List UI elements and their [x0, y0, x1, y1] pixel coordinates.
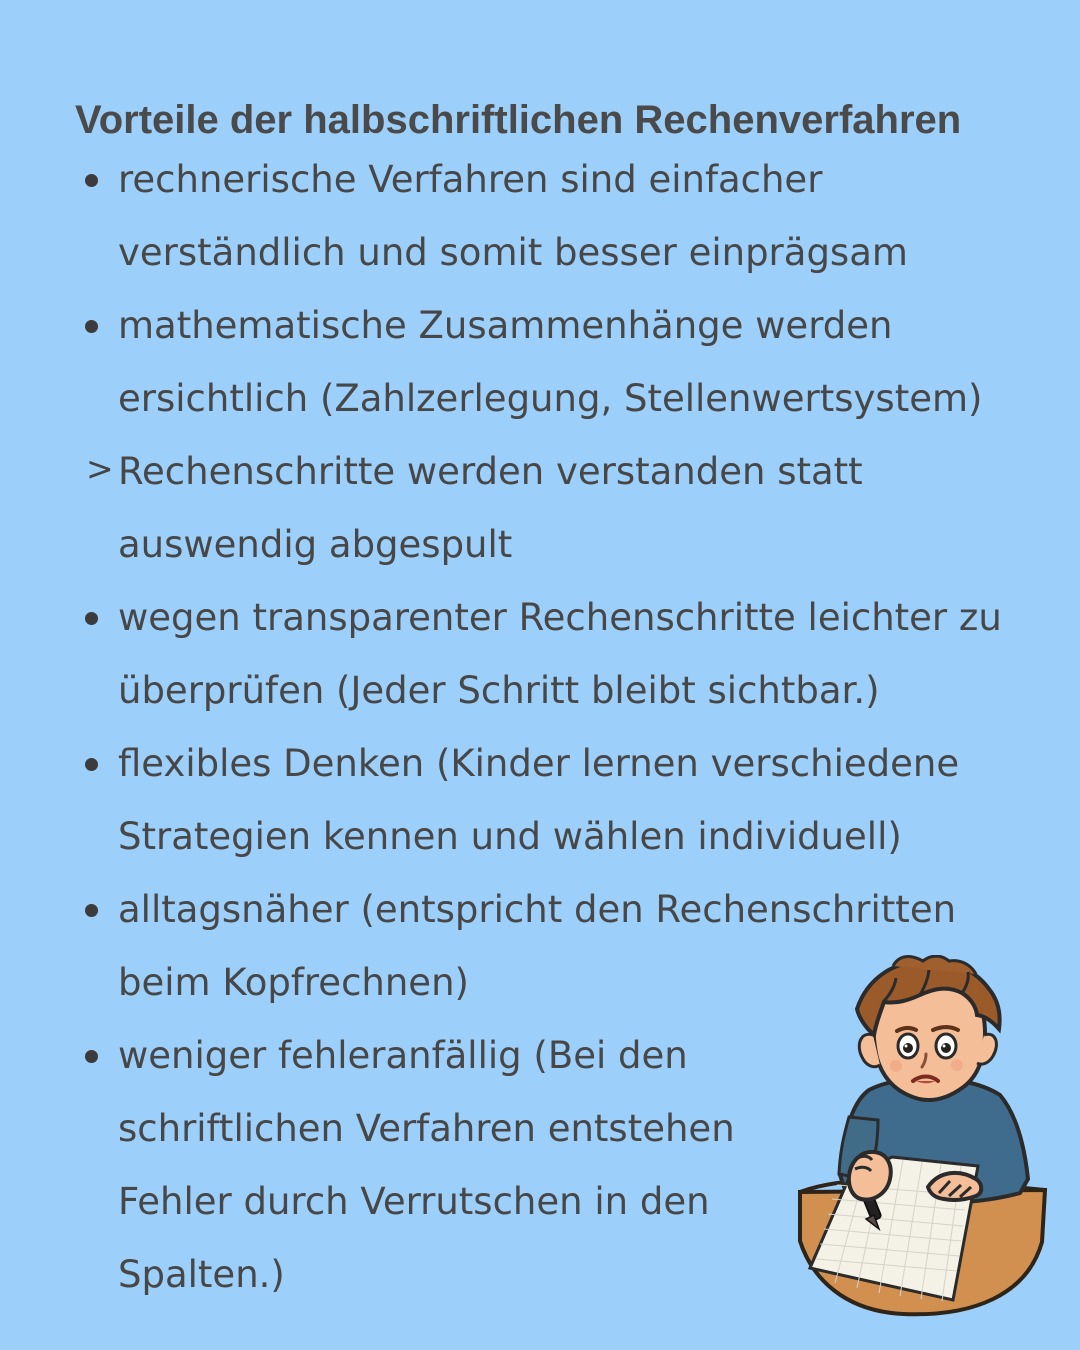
- bullet-dot-icon: [80, 1019, 116, 1092]
- list-item-line: Strategien kennen und wählen individuell): [118, 815, 902, 858]
- list-item-line: beim Kopfrechnen): [118, 961, 469, 1004]
- worried-boy-writing-illustration: [795, 955, 1055, 1325]
- bullet-dot-icon: [80, 143, 116, 216]
- list-item-line: Spalten.): [118, 1253, 285, 1296]
- list-item-line: Rechenschritte werden verstanden statt: [118, 450, 863, 493]
- arrow-marker: [80, 435, 116, 508]
- list-item-line: verständlich und somit besser einprägsam: [118, 231, 908, 274]
- list-item-line: auswendig abgespult: [118, 523, 513, 566]
- bullet-dot: [85, 174, 98, 187]
- greater-than-marker: >: [86, 449, 114, 488]
- list-item-line: mathematische Zusammenhänge werden: [118, 304, 893, 347]
- list-item-line: alltagsnäher (entspricht den Rechenschritten: [118, 888, 957, 931]
- bullet-dot: [85, 612, 98, 625]
- list-item-line: Fehler durch Verrutschen in den: [118, 1180, 710, 1223]
- list-item-line: rechnerische Verfahren sind einfacher: [118, 158, 823, 201]
- page-title: Vorteile der halbschriftlichen Rechenverfahren: [75, 97, 962, 142]
- bullet-dot-icon: [80, 581, 116, 654]
- bullet-dot-icon: [80, 873, 116, 946]
- list-item-line: ersichtlich (Zahlzerlegung, Stellenwertsystem): [118, 377, 983, 420]
- bullet-dot: [85, 904, 98, 917]
- bullet-dot: [85, 1050, 98, 1063]
- list-item-line: wegen transparenter Rechenschritte leichter zu: [118, 596, 1002, 639]
- bullet-dot: [85, 320, 98, 333]
- list-item-line: überprüfen (Jeder Schritt bleibt sichtbar.): [118, 669, 880, 712]
- list-item-line: flexibles Denken (Kinder lernen verschiedene: [118, 742, 960, 785]
- bullet-dot-icon: [80, 727, 116, 800]
- bullet-dot-icon: [80, 289, 116, 362]
- bullet-dot: [85, 758, 98, 771]
- list-item-line: schriftlichen Verfahren entstehen: [118, 1107, 735, 1150]
- list-item-line: weniger fehleranfällig (Bei den: [118, 1034, 688, 1077]
